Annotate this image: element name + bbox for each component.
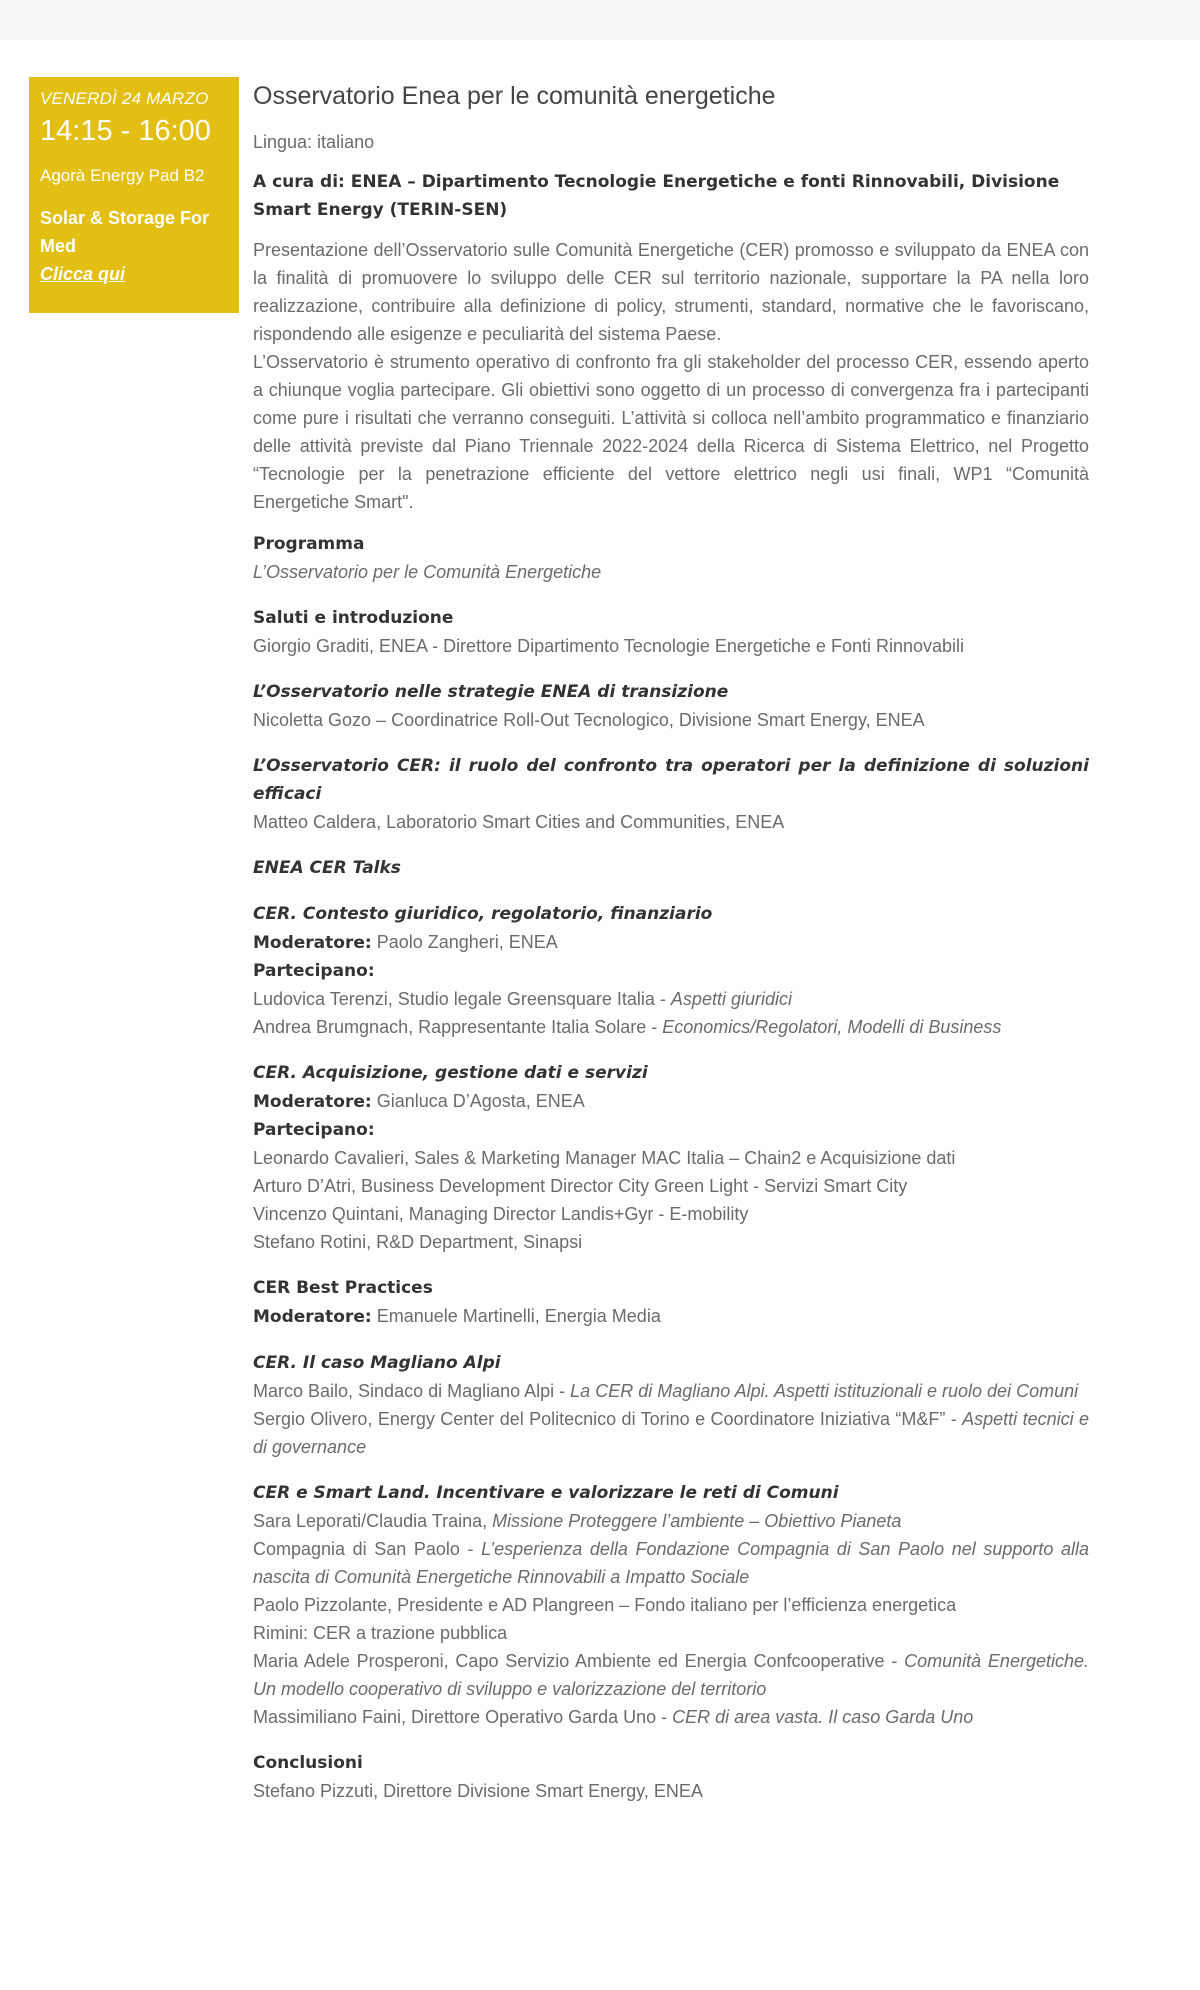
participant [253, 1647, 1089, 1703]
participant-topic: Missione Proteggere l’ambiente – Obiettivo Pianeta [492, 1511, 902, 1531]
talks-heading-block [253, 854, 1089, 882]
moderator-line [253, 1087, 1089, 1116]
participant-topic: Aspetti tecnici e di governance [253, 1409, 1089, 1457]
item-title: L’Osservatorio nelle strategie ENEA di transizione [253, 682, 729, 702]
participant [253, 1507, 1089, 1535]
participant-topic: La CER di Magliano Alpi. Aspetti istituzionali e ruolo dei Comuni [570, 1381, 1079, 1401]
participants-label: Partecipano: [253, 961, 375, 981]
moderator-label: Moderatore: [253, 1307, 372, 1327]
participants-label: Partecipano: [253, 1120, 375, 1140]
conclusions [253, 1749, 1089, 1805]
participant-topic: CER di area vasta. Il caso Garda Uno [672, 1707, 974, 1727]
program-heading: Programma [253, 534, 365, 554]
participant: Leonardo Cavalieri, Sales & Marketing Manager MAC Italia – Chain2 e Acquisizione dati [253, 1148, 956, 1168]
participant [253, 1377, 1089, 1405]
click-here-link[interactable]: Clicca qui [40, 264, 126, 284]
page-title: Osservatorio Enea per le comunità energetiche [253, 82, 776, 110]
participant-name: Sergio Olivero, Energy Center del Politecnico di Torino e Coordinatore Iniziativa “M&F” - [253, 1409, 963, 1429]
participant: Vincenzo Quintani, Managing Director Landis+Gyr - E-mobility [253, 1204, 749, 1224]
session-title: CER Best Practices [253, 1278, 433, 1298]
program-section [253, 530, 1089, 586]
ruolo-item [253, 752, 1089, 836]
language-label: Lingua: italiano [253, 132, 375, 152]
moderator-label: Moderatore: [253, 933, 372, 953]
participant-name: Maria Adele Prosperoni, Capo Servizio Ambiente ed Energia Confcooperative - [253, 1651, 905, 1671]
participant-name: Sara Leporati/Claudia Traina, [253, 1511, 493, 1531]
participant-topic: Economics/Regolatori, Modelli di Business [662, 1017, 1002, 1037]
event-topic: Solar & Storage For Med [40, 208, 210, 256]
moderator-name: Gianluca D’Agosta, ENEA [376, 1091, 585, 1111]
main-content [253, 80, 1089, 1823]
participant [253, 1703, 1089, 1731]
item-speaker: Giorgio Graditi, ENEA - Direttore Dipartimento Tecnologie Energetiche e Fonti Rinnovabili [253, 636, 965, 656]
session-4 [253, 1349, 1089, 1461]
session-title: CER. Il caso Magliano Alpi [253, 1353, 501, 1373]
participant-name: Ludovica Terenzi, Studio legale Greensquare Italia - [253, 989, 671, 1009]
session-title: CER e Smart Land. Incentivare e valorizzare le reti di Comuni [253, 1483, 839, 1503]
item-title: Saluti e introduzione [253, 608, 454, 628]
participant-name: Marco Bailo, Sindaco di Magliano Alpi - [253, 1381, 571, 1401]
event-time: 14:15 - 16:00 [40, 115, 211, 147]
talks-heading: ENEA CER Talks [253, 858, 401, 878]
participant: Arturo D’Atri, Business Development Director City Green Light - Servizi Smart City [253, 1176, 908, 1196]
participant-topic: Comunità Energetiche. Un modello cooperativo di sviluppo e valorizzazione del territorio [253, 1651, 1089, 1699]
session-title: Conclusioni [253, 1753, 363, 1773]
participant [253, 1535, 1089, 1591]
participant [253, 985, 1089, 1013]
participant-name: Massimiliano Faini, Direttore Operativo Garda Uno - [253, 1707, 673, 1727]
participant: Stefano Rotini, R&D Department, Sinapsi [253, 1232, 583, 1252]
participant-name: Andrea Brumgnach, Rappresentante Italia Solare - [253, 1017, 663, 1037]
moderator-line [253, 928, 1089, 957]
session-title: CER. Contesto giuridico, regolatorio, finanziario [253, 904, 713, 924]
saluti-item [253, 604, 1089, 660]
moderator-name: Paolo Zangheri, ENEA [376, 932, 558, 952]
description-paragraph-2: L’Osservatorio è strumento operativo di confronto fra gli stakeholder del processo CER, essendo aperto a chiunque voglia partecipare. Gli obiettivi sono oggetto di un processo di convergenza fra i partecipanti come pure i risultati che verranno conseguiti. L’attività si colloca nell’ambito programmatico e finanziario delle attività previste dal Piano Triennale 2022-2024 della Ricerca di Sistema Elettrico, nel Progetto “Tecnologie per la penetrazione efficiente del vettore elettrico negli usi finali, WP1 “Comunità Energetiche Smart". [253, 352, 1089, 512]
participant: Paolo Pizzolante, Presidente e AD Plangreen – Fondo italiano per l’efficienza energetica [253, 1595, 957, 1615]
moderator-name: Emanuele Martinelli, Energia Media [376, 1306, 661, 1326]
moderator-line [253, 1302, 1089, 1331]
event-date: VENERDÌ 24 MARZO [40, 89, 209, 108]
program-subtitle: L’Osservatorio per le Comunità Energetiche [253, 562, 602, 582]
participant [253, 1405, 1089, 1461]
participant-name: Compagnia di San Paolo - [253, 1539, 482, 1559]
organizer: A cura di: ENEA – Dipartimento Tecnologie Energetiche e fonti Rinnovabili, Divisione Smart Energy (TERIN-SEN) [253, 172, 1060, 220]
moderator-label: Moderatore: [253, 1092, 372, 1112]
strategie-item [253, 678, 1089, 734]
participant-topic: Aspetti giuridici [670, 989, 792, 1009]
event-location: Agorà Energy Pad B2 [40, 166, 205, 185]
session-5 [253, 1479, 1089, 1731]
session-2 [253, 1059, 1089, 1256]
participant: Rimini: CER a trazione pubblica [253, 1623, 508, 1643]
item-speaker: Stefano Pizzuti, Direttore Divisione Smart Energy, ENEA [253, 1781, 703, 1801]
item-speaker: Nicoletta Gozo – Coordinatrice Roll-Out Tecnologico, Divisione Smart Energy, ENEA [253, 710, 925, 730]
session-3 [253, 1274, 1089, 1331]
event-info-box [29, 77, 239, 313]
item-title: L’Osservatorio CER: il ruolo del confronto tra operatori per la definizione di soluzioni efficaci [253, 756, 1089, 804]
item-speaker: Matteo Caldera, Laboratorio Smart Cities and Communities, ENEA [253, 812, 785, 832]
top-bar [0, 0, 1200, 40]
participant [253, 1013, 1089, 1041]
participant-topic: L’esperienza della Fondazione Compagnia di San Paolo nel supporto alla nascita di Comunità Energetiche Rinnovabili a Impatto Sociale [253, 1539, 1089, 1587]
session-title: CER. Acquisizione, gestione dati e servizi [253, 1063, 648, 1083]
description [253, 236, 1089, 516]
session-1 [253, 900, 1089, 1041]
description-paragraph-1: Presentazione dell’Osservatorio sulle Comunità Energetiche (CER) promosso e sviluppato da ENEA con la finalità di promuovere lo sviluppo delle CER sul territorio nazionale, supportare la PA nella loro realizzazione, contribuire alla definizione di policy, strumenti, standard, normative che le favoriscano, rispondendo alle esigenze e peculiarità del sistema Paese. [253, 240, 1089, 344]
